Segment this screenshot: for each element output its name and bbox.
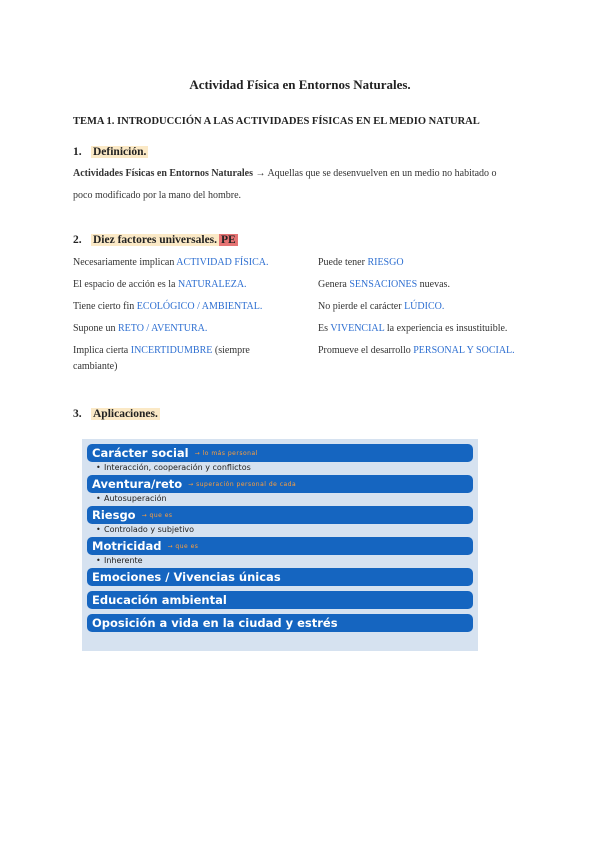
diagram-sub-item [96,494,466,504]
factor-line [73,256,313,270]
diagram-bar-label: Emociones / Vivencias únicas [92,570,281,584]
diagram-bar [87,444,473,462]
factor-text: El espacio de acción es la [73,279,178,290]
bullet-icon: • [96,556,101,565]
factor-line [73,344,313,358]
factor-text-post: la experiencia es insustituible. [384,323,508,334]
factor-text: Tiene cierto fin [73,301,137,312]
diagram-sub-text: Interacción, cooperación y conflictos [104,463,251,472]
section-number: 3. [73,408,82,420]
factor-keyword: ACTIVIDAD FÍSICA. [176,257,269,268]
factor-text-post: (siempre [212,345,250,356]
factor-text: Genera [318,279,350,290]
arrow: → [255,168,266,179]
tema-heading: TEMA 1. INTRODUCCIÓN A LAS ACTIVIDADES FÍSICAS EN EL MEDIO NATURAL [73,116,480,127]
factor-text: Promueve el desarrollo [318,345,414,356]
handwritten-note: → superación personal de cada [188,480,297,488]
section-number: 1. [73,146,82,158]
diagram-sub-text: Controlado y subjetivo [104,525,195,534]
factor-keyword: PERSONAL Y SOCIAL. [413,345,515,356]
diagram-bar-label: Carácter social [92,446,189,460]
diagram-bar-label: Aventura/reto [92,477,183,491]
definicion-line2: poco modificado por la mano del hombre. [73,190,242,201]
pe-tag: PE [221,234,236,246]
factor-keyword: LÚDICO. [404,301,445,312]
diagram-bar-label: Motricidad [92,539,162,553]
factor-text: Es [318,323,331,334]
section-number: 2. [73,234,82,246]
diagram-bar-label: Educación ambiental [92,593,227,607]
diagram-sub-text: Inherente [104,556,143,565]
factor-text: Supone un [73,323,118,334]
diagram-bar [87,591,473,609]
bullet-icon: • [96,525,101,534]
diagram-sub-text: Autosuperación [104,494,167,503]
diagram-sub-item [96,556,466,566]
section-definicion-heading [73,146,148,158]
factor-line [73,322,313,336]
aplicaciones-diagram [82,439,478,651]
diagram-bar [87,506,473,524]
factor-line [318,344,548,358]
diagram-sub-item [96,463,466,473]
factor-line: cambiante) [73,361,118,372]
section-factores-heading [73,234,238,246]
factor-keyword: RETO / AVENTURA. [118,323,208,334]
factor-line [318,300,548,314]
factor-keyword: ECOLÓGICO / AMBIENTAL. [136,301,263,312]
factor-line [73,300,313,314]
document-title: Actividad Física en Entornos Naturales. [189,77,411,92]
factor-keyword: RIESGO [367,257,404,268]
factor-keyword: SENSACIONES [349,279,418,290]
factor-keyword: INCERTIDUMBRE [130,345,213,356]
section-title: Aplicaciones. [93,408,158,420]
factor-text: No pierde el carácter [318,301,405,312]
factor-line [73,278,313,292]
handwritten-note: → que es [167,542,199,550]
diagram-sub-item [96,525,466,535]
diagram-bar [87,537,473,555]
handwritten-note: → que es [141,511,173,519]
diagram-bar [87,614,473,632]
diagram-bar-label: Riesgo [92,508,136,522]
factor-keyword: VIVENCIAL [330,323,385,334]
factor-line [318,256,548,270]
diagram-bar-label: Oposición a vida en la ciudad y estrés [92,616,338,630]
section-aplicaciones-heading [73,408,160,420]
definicion-text [73,163,533,207]
factor-text: Necesariamente implican [73,257,177,268]
factor-keyword: NATURALEZA. [177,279,247,290]
diagram-bar [87,475,473,493]
factor-line [318,322,548,336]
definicion-term: Actividades Físicas en Entornos Naturales [73,168,253,179]
section-title: Diez factores universales. [93,234,218,246]
diagram-bar [87,568,473,586]
bullet-icon: • [96,463,101,472]
handwritten-note: → lo más personal [194,449,258,457]
factor-text: Implica cierta [73,345,131,356]
factor-text-post: nuevas. [417,279,450,290]
factor-text: Puede tener [318,257,368,268]
definicion-line1: Aquellas que se desenvuelven en un medio no habitado o [267,168,497,179]
factor-line [318,278,548,292]
section-title: Definición. [93,146,147,158]
bullet-icon: • [96,494,101,503]
